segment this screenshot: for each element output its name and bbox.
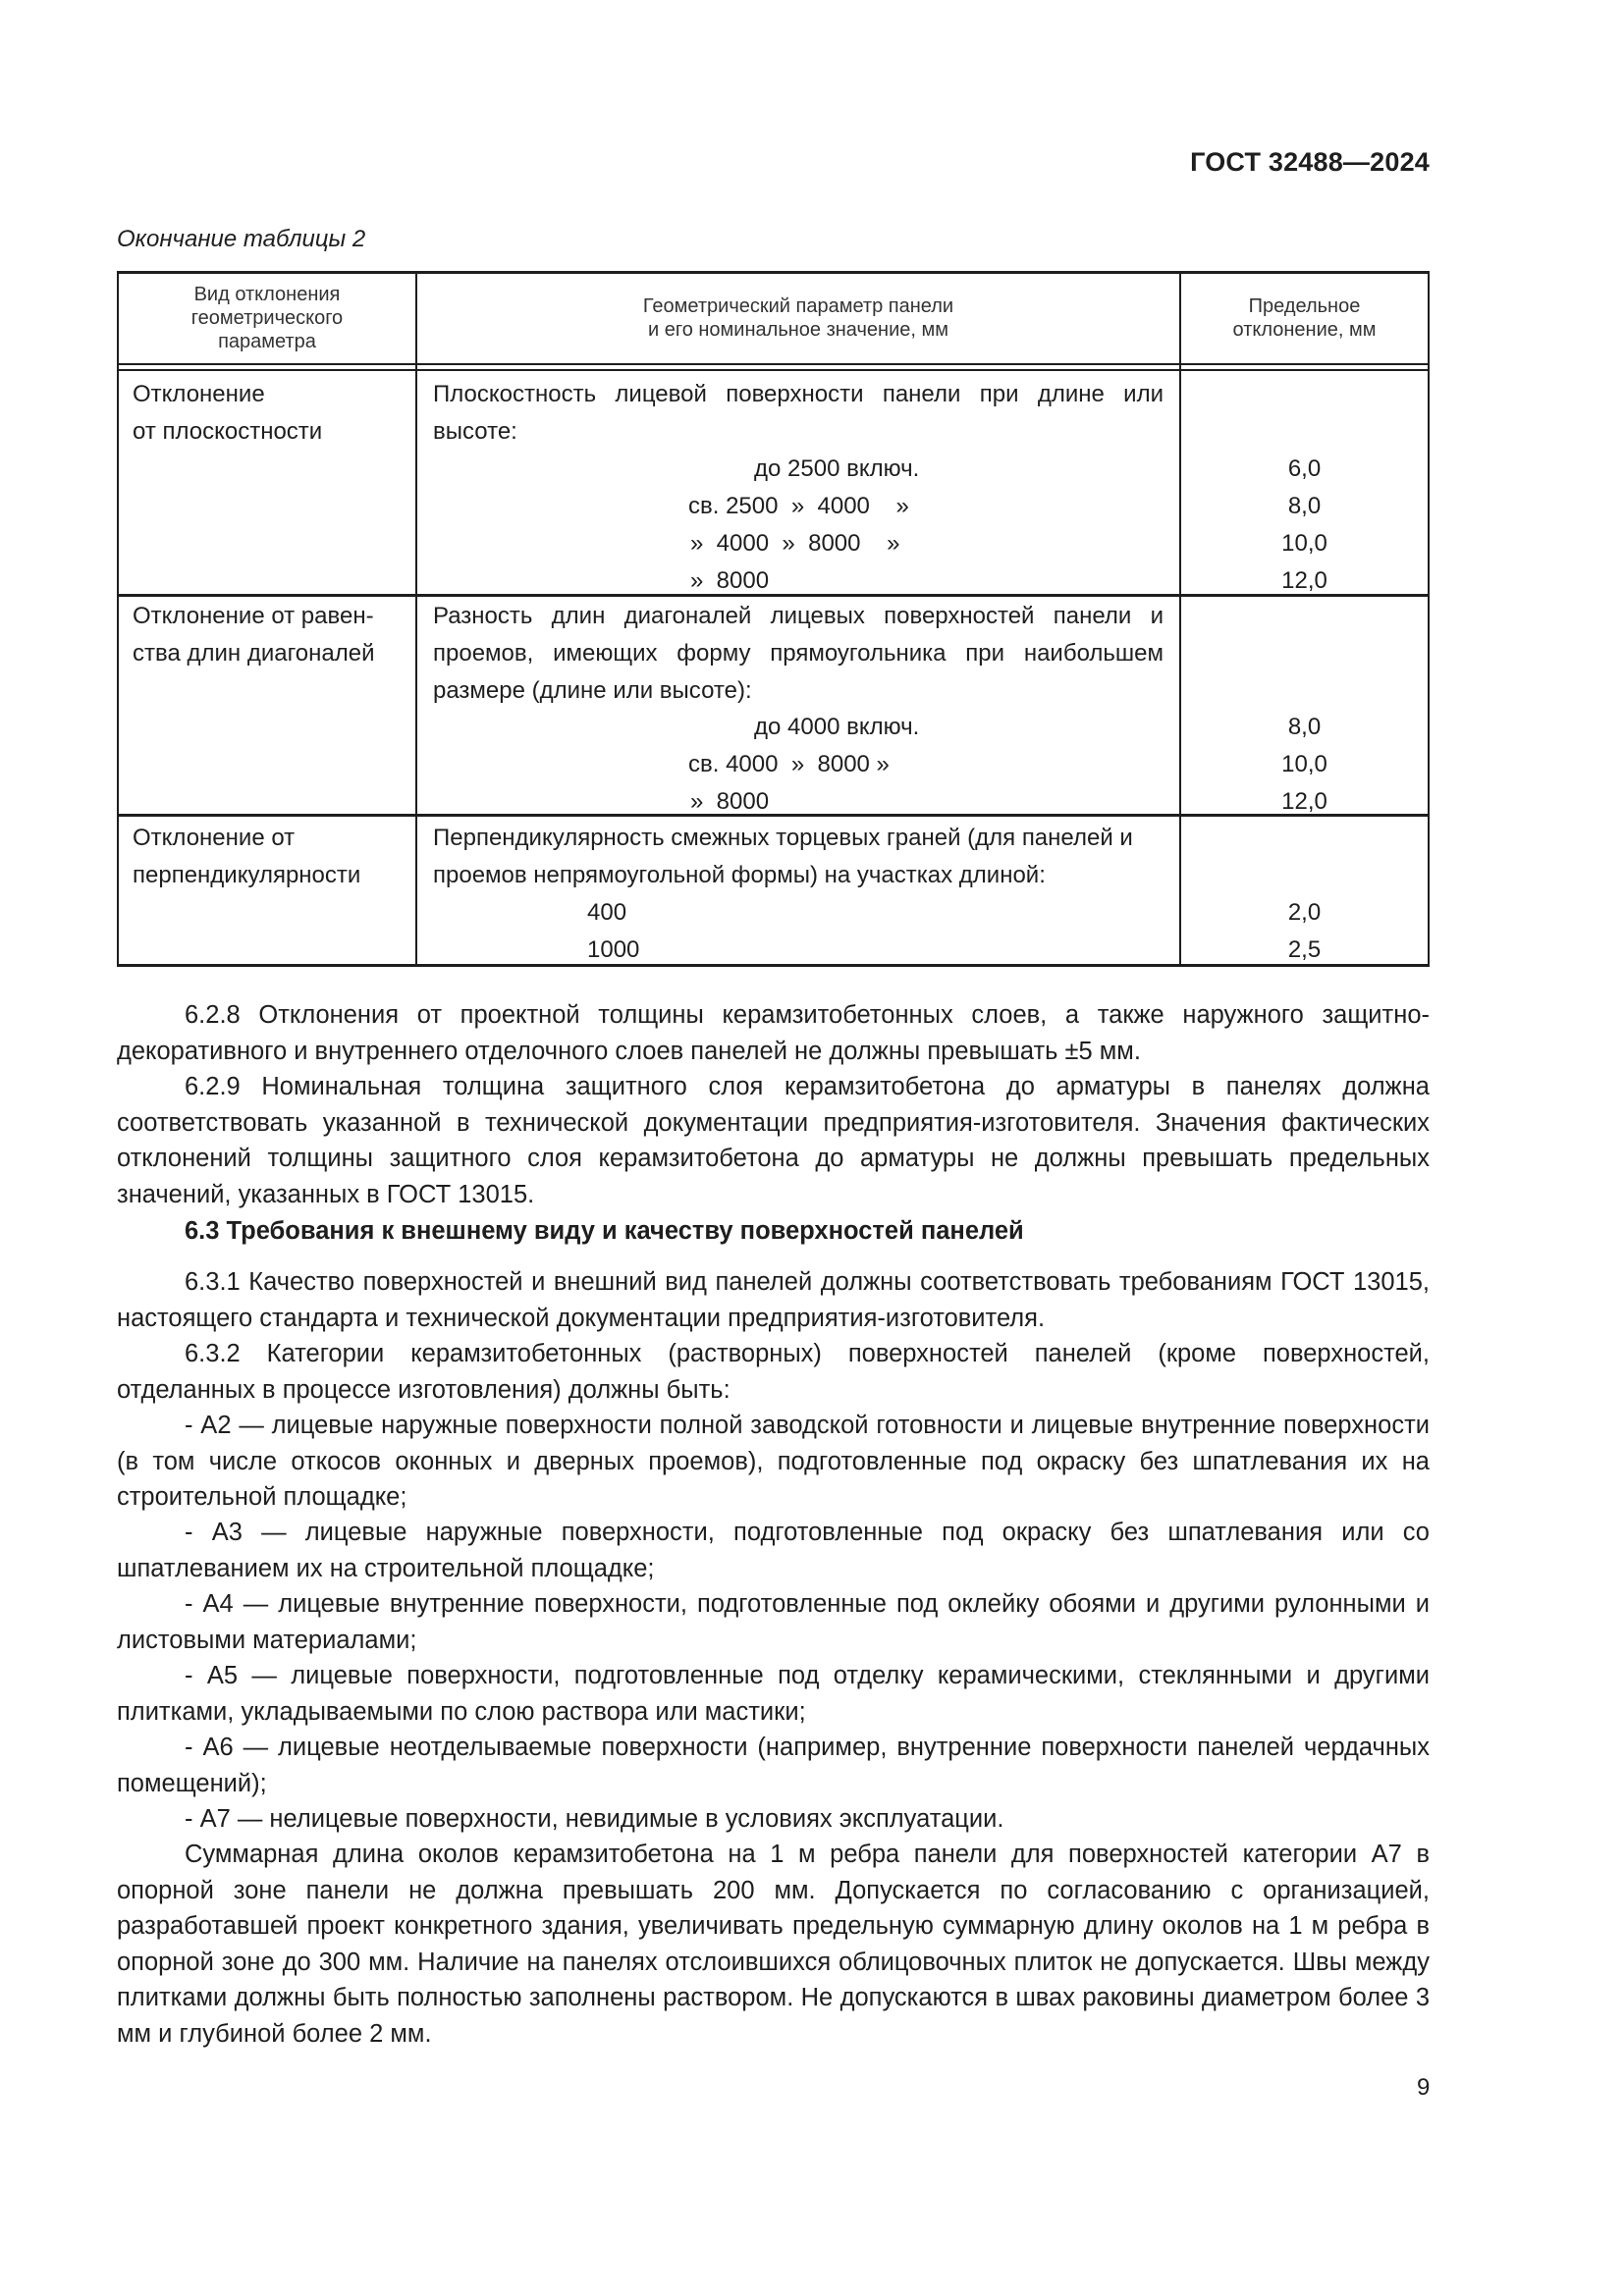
row-2-ranges	[433, 709, 1164, 821]
column-divider	[1179, 271, 1181, 967]
cell-line: проемов, имеющих форму прямоугольника при наибольшем	[433, 640, 1164, 667]
row-2-values	[1181, 709, 1428, 821]
list-item-text: - А6 — лицевые неотделываемые поверхности (например, внутренние поверхности панелей чердачных помещений);	[117, 1734, 1430, 1797]
tolerance-value: 6,0	[1287, 455, 1322, 482]
tolerance-value: 10,0	[1281, 530, 1327, 557]
tolerance-value: 12,0	[1281, 567, 1327, 594]
range-item: 400	[587, 899, 627, 926]
deviation-table	[117, 271, 1430, 967]
list-item-text: - А7 — нелицевые поверхности, невидимые в условиях эксплуатации.	[185, 1805, 1004, 1833]
header-line: и его номинальное значение, мм	[648, 319, 948, 341]
tolerance-value: 8,0	[1287, 714, 1322, 740]
range-item: до 2500 включ.	[754, 455, 920, 482]
list-item-a4	[117, 1586, 1430, 1658]
header-line: Вид отклонения	[193, 284, 341, 305]
header-line: геометрического	[190, 307, 344, 329]
range-item: до 4000 включ.	[754, 714, 920, 740]
table-border-left	[117, 271, 119, 967]
cell-line: Перпендикулярность смежных торцевых граней (для панелей и	[433, 825, 1133, 851]
tolerance-value: 2,0	[1287, 899, 1322, 926]
row-1-deviation	[133, 376, 412, 451]
header-line: параметра	[218, 331, 316, 352]
tolerance-value: 12,0	[1281, 788, 1327, 815]
paragraph-text: 6.3.2 Категории керамзитобетонных (растворных) поверхностей панелей (кроме поверхностей, отделанных в процессе изготовления) должны быть:	[117, 1340, 1430, 1404]
row-3-ranges	[433, 894, 1164, 969]
paragraph-text: 6.2.8 Отклонения от проектной толщины керамзитобетонных слоев, а также наружного защитно-декоративного и внутреннего отделочного слоев панелей не должны превышать ±5 мм.	[117, 1001, 1430, 1065]
paragraph-6-2-9	[117, 1069, 1430, 1212]
list-item-a2	[117, 1408, 1430, 1516]
row-3-deviation	[133, 820, 412, 894]
list-item-a3	[117, 1515, 1430, 1586]
tolerance-value: 10,0	[1281, 751, 1327, 777]
paragraph-text: Суммарная длина околов керамзитобетона на 1 м ребра панели для поверхностей категории А7 в опорной зоне панели не должна превышать 200 мм. Допускается по согласованию с организацией, разработавшей проект конкретного здания, увеличивать предельную суммарную длину околов на 1 м ребра в опорной зоне до 300 мм. Наличие на панелях отслоившихся облицовочных плиток не допускается. Швы между плитками должны быть полностью заполнены раствором. Не допускаются в швах раковины диаметром более 3 мм и глубиной более 2 мм.	[117, 1841, 1430, 2048]
table-caption: Окончание таблицы 2	[117, 226, 366, 252]
column-header-parameter	[417, 294, 1179, 342]
cell-line: от плоскостности	[133, 418, 323, 445]
document-standard-number: ГОСТ 32488—2024	[1190, 147, 1430, 177]
row-1-values	[1181, 451, 1428, 600]
cell-line: Разность длин диагоналей лицевых поверхностей панели и	[433, 603, 1164, 629]
section-heading-6-3: 6.3 Требования к внешнему виду и качеству поверхностей панелей	[185, 1217, 1024, 1245]
range-item: » 8000	[690, 567, 770, 594]
header-line: отклонение, мм	[1232, 319, 1377, 341]
tolerance-value: 8,0	[1287, 493, 1322, 519]
cell-line: Отклонение от	[133, 825, 296, 851]
cell-line: ства длин диагоналей	[133, 640, 375, 667]
header-border-double	[117, 369, 1430, 371]
range-item: » 4000 » 8000 »	[690, 530, 900, 557]
column-divider	[415, 271, 417, 967]
table-border-top	[117, 271, 1430, 274]
page-number: 9	[1417, 2074, 1431, 2101]
list-item-text: - А5 — лицевые поверхности, подготовленные под отделку керамическими, стеклянными и другими плитками, укладываемыми по слою раствора или мастики;	[117, 1662, 1430, 1726]
list-item-text: - А4 — лицевые внутренние поверхности, подготовленные под оклейку обоями и другими рулонными и листовыми материалами;	[117, 1590, 1430, 1654]
column-header-deviation-type	[119, 283, 415, 353]
list-item-a7	[117, 1801, 1430, 1838]
range-item: 1000	[587, 936, 640, 963]
column-header-tolerance	[1181, 294, 1428, 342]
cell-line: перпендикулярности	[133, 862, 361, 888]
cell-line: Отклонение	[133, 381, 265, 407]
row-3-description	[433, 820, 1164, 894]
list-item-a5	[117, 1658, 1430, 1730]
paragraph-summary	[117, 1837, 1430, 2052]
cell-line: размере (длине или высоте):	[433, 677, 752, 704]
range-item: » 8000	[690, 788, 770, 815]
row-1-ranges	[433, 451, 1164, 600]
table-border-right	[1428, 271, 1430, 967]
row-2-deviation	[133, 598, 412, 672]
paragraph-6-3-1	[117, 1264, 1430, 1336]
row-3-values	[1181, 894, 1428, 969]
cell-line: Отклонение от равен-	[133, 603, 374, 629]
cell-line: высоте:	[433, 418, 517, 445]
paragraph-text: 6.3.1 Качество поверхностей и внешний вид панелей должны соответствовать требованиям ГОСТ 13015, настоящего стандарта и технической документации предприятия-изготовителя.	[117, 1268, 1430, 1332]
range-item: св. 2500 » 4000 »	[688, 493, 909, 519]
row-2-description	[433, 598, 1164, 710]
header-line: Предельное	[1248, 295, 1361, 317]
range-item: св. 4000 » 8000 »	[688, 751, 890, 777]
cell-line: Плоскостность лицевой поверхности панели при длине или	[433, 381, 1164, 407]
list-item-text: - А2 — лицевые наружные поверхности полной заводской готовности и лицевые внутренние поверхности (в том числе откосов оконных и дверных проемов), подготовленные под окраску без шпатлевания их на строительной площадке;	[117, 1412, 1430, 1511]
row-1-description	[433, 376, 1164, 451]
paragraph-6-3-2	[117, 1336, 1430, 1408]
paragraph-6-2-8	[117, 997, 1430, 1069]
cell-line: проемов непрямоугольной формы) на участках длиной:	[433, 862, 1046, 888]
list-item-text: - А3 — лицевые наружные поверхности, подготовленные под окраску без шпатлевания или со шпатлеванием их на строительной площадке;	[117, 1519, 1430, 1582]
header-border	[117, 363, 1430, 365]
list-item-a6	[117, 1730, 1430, 1801]
tolerance-value: 2,5	[1287, 936, 1322, 963]
header-line: Геометрический параметр панели	[642, 295, 954, 317]
paragraph-text: 6.2.9 Номинальная толщина защитного слоя керамзитобетона до арматуры в панелях должна соответствовать указанной в технической документации предприятия-изготовителя. Значения фактических отклонений толщины защитного слоя керамзитобетона до арматуры не должны превышать предельных значений, указанных в ГОСТ 13015.	[117, 1073, 1430, 1208]
